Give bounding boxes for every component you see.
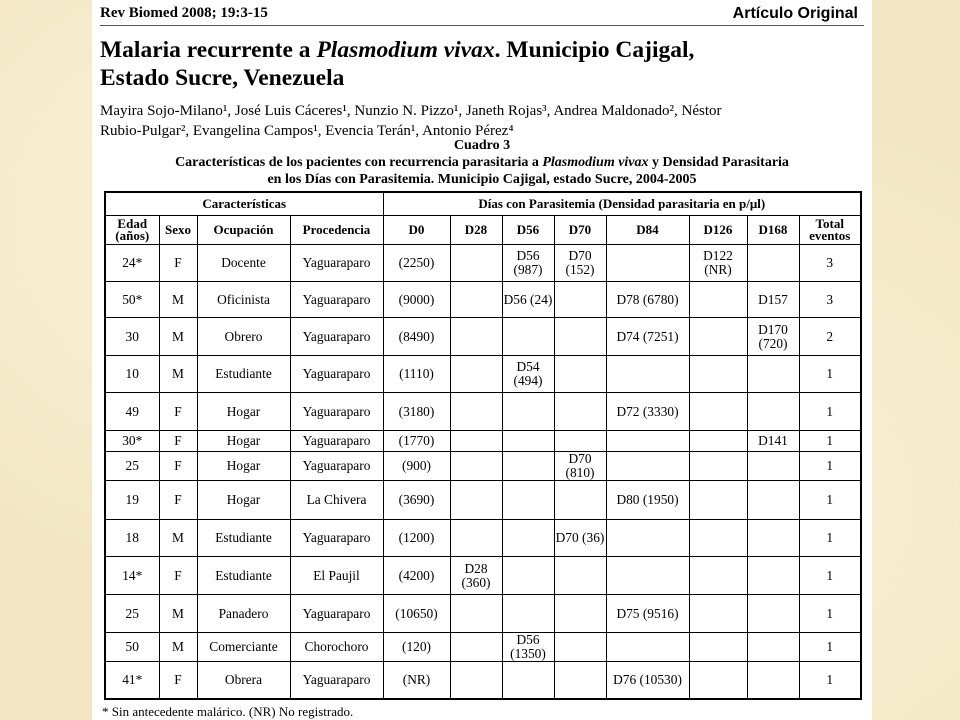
table-cell: Hogar <box>197 393 290 431</box>
table-cell: 1 <box>799 452 861 481</box>
table-cell: D70 (810) <box>554 452 606 481</box>
table-cell: 30 <box>105 318 159 356</box>
table-row <box>105 633 861 662</box>
table-cell <box>747 452 799 481</box>
table-cell: Yaguaraparo <box>290 282 383 318</box>
table-cell: 3 <box>799 245 861 282</box>
table-row <box>105 481 861 520</box>
table-cell: 41* <box>105 662 159 699</box>
table-cell <box>606 520 689 557</box>
table-cell: Yaguaraparo <box>290 452 383 481</box>
column-header: D70 <box>554 216 606 245</box>
table-cell: Obrera <box>197 662 290 699</box>
table-cell: (1200) <box>383 520 450 557</box>
table-cell: D122 (NR) <box>689 245 747 282</box>
table-cell <box>450 520 502 557</box>
table-cell: 1 <box>799 662 861 699</box>
table-cell: Yaguaraparo <box>290 356 383 393</box>
table-cell <box>450 481 502 520</box>
table-cell <box>689 356 747 393</box>
table-footnote: * Sin antecedente malárico. (NR) No registrado. <box>102 704 354 719</box>
table-cell: 10 <box>105 356 159 393</box>
table-cell: 24* <box>105 245 159 282</box>
table-cell <box>689 318 747 356</box>
table-cell <box>502 595 554 633</box>
table-cell: 1 <box>799 431 861 452</box>
table-cell: D56 (1350) <box>502 633 554 662</box>
table-row <box>105 318 861 356</box>
table-cell: Yaguaraparo <box>290 662 383 699</box>
table-cell: D56 (24) <box>502 282 554 318</box>
table-cell: (900) <box>383 452 450 481</box>
table-cell: Estudiante <box>197 520 290 557</box>
author-list <box>100 101 870 141</box>
table-cell: Hogar <box>197 481 290 520</box>
table-cell <box>606 431 689 452</box>
table-row <box>105 393 861 431</box>
table-row <box>105 557 861 595</box>
table-cell: M <box>159 520 197 557</box>
table-cell <box>554 318 606 356</box>
authors-line-2: Rubio-Pulgar², Evangelina Campos¹, Evencia Terán¹, Antonio Pérez⁴ <box>100 123 514 139</box>
table-cell: D170 (720) <box>747 318 799 356</box>
table-cell: 18 <box>105 520 159 557</box>
table-cell: F <box>159 393 197 431</box>
table-cell: F <box>159 245 197 282</box>
column-header: D56 <box>502 216 554 245</box>
table-cell: (NR) <box>383 662 450 699</box>
table-cell <box>450 431 502 452</box>
table-cell: 25 <box>105 452 159 481</box>
table-cell: 2 <box>799 318 861 356</box>
table-cell <box>554 633 606 662</box>
table-number: Cuadro 3 <box>453 138 511 153</box>
table-cell <box>606 245 689 282</box>
caption-text-end: y Densidad Parasitaria <box>648 155 789 170</box>
table-cell <box>689 393 747 431</box>
table-cell <box>554 595 606 633</box>
table-cell: M <box>159 633 197 662</box>
table-cell: D28 (360) <box>450 557 502 595</box>
caption-species: Plasmodium vivax <box>542 155 649 170</box>
table-row <box>105 520 861 557</box>
table-cell <box>689 633 747 662</box>
table-cell <box>502 431 554 452</box>
table-cell <box>450 245 502 282</box>
table-cell <box>554 481 606 520</box>
table-cell: 1 <box>799 520 861 557</box>
table-cell: D70 (36) <box>554 520 606 557</box>
caption-line-3: en los Días con Parasitemia. Municipio Cajigal, estado Sucre, 2004-2005 <box>267 172 697 187</box>
table-cell: Yaguaraparo <box>290 520 383 557</box>
table-cell <box>450 282 502 318</box>
column-header: Ocupación <box>197 216 290 245</box>
table-cell <box>502 393 554 431</box>
table-cell: D76 (10530) <box>606 662 689 699</box>
group-header-parasitemia-days: Días con Parasitemia (Densidad parasitaria en p/μl) <box>383 192 861 216</box>
table-cell: (3690) <box>383 481 450 520</box>
table-cell: M <box>159 595 197 633</box>
table-cell: 49 <box>105 393 159 431</box>
table-cell <box>747 633 799 662</box>
table-row <box>105 245 861 282</box>
table-cell: D54 (494) <box>502 356 554 393</box>
column-header: Total eventos <box>799 216 861 245</box>
table-cell <box>502 481 554 520</box>
table-cell <box>689 662 747 699</box>
table-cell: 1 <box>799 557 861 595</box>
table-cell: F <box>159 452 197 481</box>
table-cell: M <box>159 356 197 393</box>
column-header: D126 <box>689 216 747 245</box>
table-cell: D70 (152) <box>554 245 606 282</box>
table-cell: D56 (987) <box>502 245 554 282</box>
table-cell: D72 (3330) <box>606 393 689 431</box>
table-row <box>105 431 861 452</box>
table-cell <box>450 318 502 356</box>
table-cell: Obrero <box>197 318 290 356</box>
table-cell <box>606 356 689 393</box>
column-header: Sexo <box>159 216 197 245</box>
table-cell <box>689 595 747 633</box>
table-cell: Yaguaraparo <box>290 245 383 282</box>
table-cell <box>747 520 799 557</box>
table-cell: (1110) <box>383 356 450 393</box>
table-cell: D141 <box>747 431 799 452</box>
table-cell <box>450 595 502 633</box>
column-header: Edad (años) <box>105 216 159 245</box>
table-cell: Oficinista <box>197 282 290 318</box>
table-cell: 1 <box>799 595 861 633</box>
table-cell: Yaguaraparo <box>290 595 383 633</box>
table-cell: 14* <box>105 557 159 595</box>
table-cell: Yaguaraparo <box>290 318 383 356</box>
group-header-characteristics: Características <box>105 192 383 216</box>
table-cell: (3180) <box>383 393 450 431</box>
table-cell: (10650) <box>383 595 450 633</box>
table-cell: El Paujil <box>290 557 383 595</box>
table-cell <box>747 356 799 393</box>
table-cell: 50 <box>105 633 159 662</box>
article-title <box>100 36 870 92</box>
title-text: Malaria recurrente a <box>100 37 317 63</box>
table-cell <box>689 557 747 595</box>
table-cell: D157 <box>747 282 799 318</box>
table-cell: M <box>159 318 197 356</box>
column-header: D84 <box>606 216 689 245</box>
table-cell: Hogar <box>197 431 290 452</box>
table-cell: Comerciante <box>197 633 290 662</box>
table-cell: 19 <box>105 481 159 520</box>
table-cell <box>450 452 502 481</box>
table-cell: D80 (1950) <box>606 481 689 520</box>
column-header-row <box>105 216 861 245</box>
table-cell <box>502 557 554 595</box>
table-cell <box>747 557 799 595</box>
journal-page <box>92 0 872 720</box>
table-cell: 1 <box>799 481 861 520</box>
table-row <box>105 452 861 481</box>
column-header: D168 <box>747 216 799 245</box>
patients-table <box>104 191 862 700</box>
table-cell <box>502 452 554 481</box>
table-cell: La Chivera <box>290 481 383 520</box>
table-cell: Docente <box>197 245 290 282</box>
table-cell: 1 <box>799 393 861 431</box>
table-cell <box>450 633 502 662</box>
table-row <box>105 282 861 318</box>
column-header: Procedencia <box>290 216 383 245</box>
table-cell: M <box>159 282 197 318</box>
authors-line-1: Mayira Sojo-Milano¹, José Luis Cáceres¹, Nunzio N. Pizzo¹, Janeth Rojas³, Andrea Maldonado², Néstor <box>100 103 722 119</box>
table-cell: F <box>159 557 197 595</box>
table-body <box>105 245 861 699</box>
table-cell <box>747 595 799 633</box>
table-cell: 50* <box>105 282 159 318</box>
table-cell <box>502 318 554 356</box>
section-label: Artículo Original <box>732 5 858 22</box>
table-cell <box>606 557 689 595</box>
table-cell <box>502 520 554 557</box>
table-cell <box>606 452 689 481</box>
journal-citation: Rev Biomed 2008; 19:3-15 <box>100 5 268 21</box>
table-cell: Panadero <box>197 595 290 633</box>
table-cell <box>747 662 799 699</box>
table-cell <box>554 662 606 699</box>
table-cell: 25 <box>105 595 159 633</box>
table-cell: Estudiante <box>197 557 290 595</box>
column-header: D0 <box>383 216 450 245</box>
table-cell <box>554 393 606 431</box>
table-cell: 1 <box>799 633 861 662</box>
table-cell <box>554 431 606 452</box>
title-species: Plasmodium vivax <box>316 37 495 63</box>
title-text-end: . Municipio Cajigal, <box>494 37 695 63</box>
table-cell <box>554 356 606 393</box>
table-row <box>105 356 861 393</box>
table-cell <box>689 452 747 481</box>
table-cell: Yaguaraparo <box>290 393 383 431</box>
table-cell: F <box>159 662 197 699</box>
caption-text: Características de los pacientes con recurrencia parasitaria a <box>175 155 543 170</box>
table-cell <box>450 393 502 431</box>
table-cell: (1770) <box>383 431 450 452</box>
table-row <box>105 595 861 633</box>
table-cell <box>689 282 747 318</box>
table-cell: Estudiante <box>197 356 290 393</box>
column-header: D28 <box>450 216 502 245</box>
table-cell: Yaguaraparo <box>290 431 383 452</box>
table-cell: Chorochoro <box>290 633 383 662</box>
table-cell <box>689 520 747 557</box>
table-row <box>105 662 861 699</box>
table-cell: (2250) <box>383 245 450 282</box>
table-cell <box>502 662 554 699</box>
table-cell: Hogar <box>197 452 290 481</box>
table-cell: 3 <box>799 282 861 318</box>
table-cell <box>554 557 606 595</box>
table-cell: F <box>159 431 197 452</box>
table-caption <box>92 154 872 188</box>
table-cell <box>450 662 502 699</box>
running-header <box>100 5 864 26</box>
table-cell <box>450 356 502 393</box>
table-cell: (120) <box>383 633 450 662</box>
table-cell <box>747 245 799 282</box>
table-cell: 1 <box>799 356 861 393</box>
table-cell <box>606 633 689 662</box>
table-cell: (9000) <box>383 282 450 318</box>
table-cell: (4200) <box>383 557 450 595</box>
table-cell <box>747 393 799 431</box>
title-line-2: Estado Sucre, Venezuela <box>100 65 345 91</box>
table-cell: D78 (6780) <box>606 282 689 318</box>
table-cell <box>689 431 747 452</box>
table-cell <box>689 481 747 520</box>
table-cell: F <box>159 481 197 520</box>
table-cell: D75 (9516) <box>606 595 689 633</box>
table-cell: 30* <box>105 431 159 452</box>
table-cell <box>554 282 606 318</box>
table-cell <box>747 481 799 520</box>
table-cell: (8490) <box>383 318 450 356</box>
table-cell: D74 (7251) <box>606 318 689 356</box>
